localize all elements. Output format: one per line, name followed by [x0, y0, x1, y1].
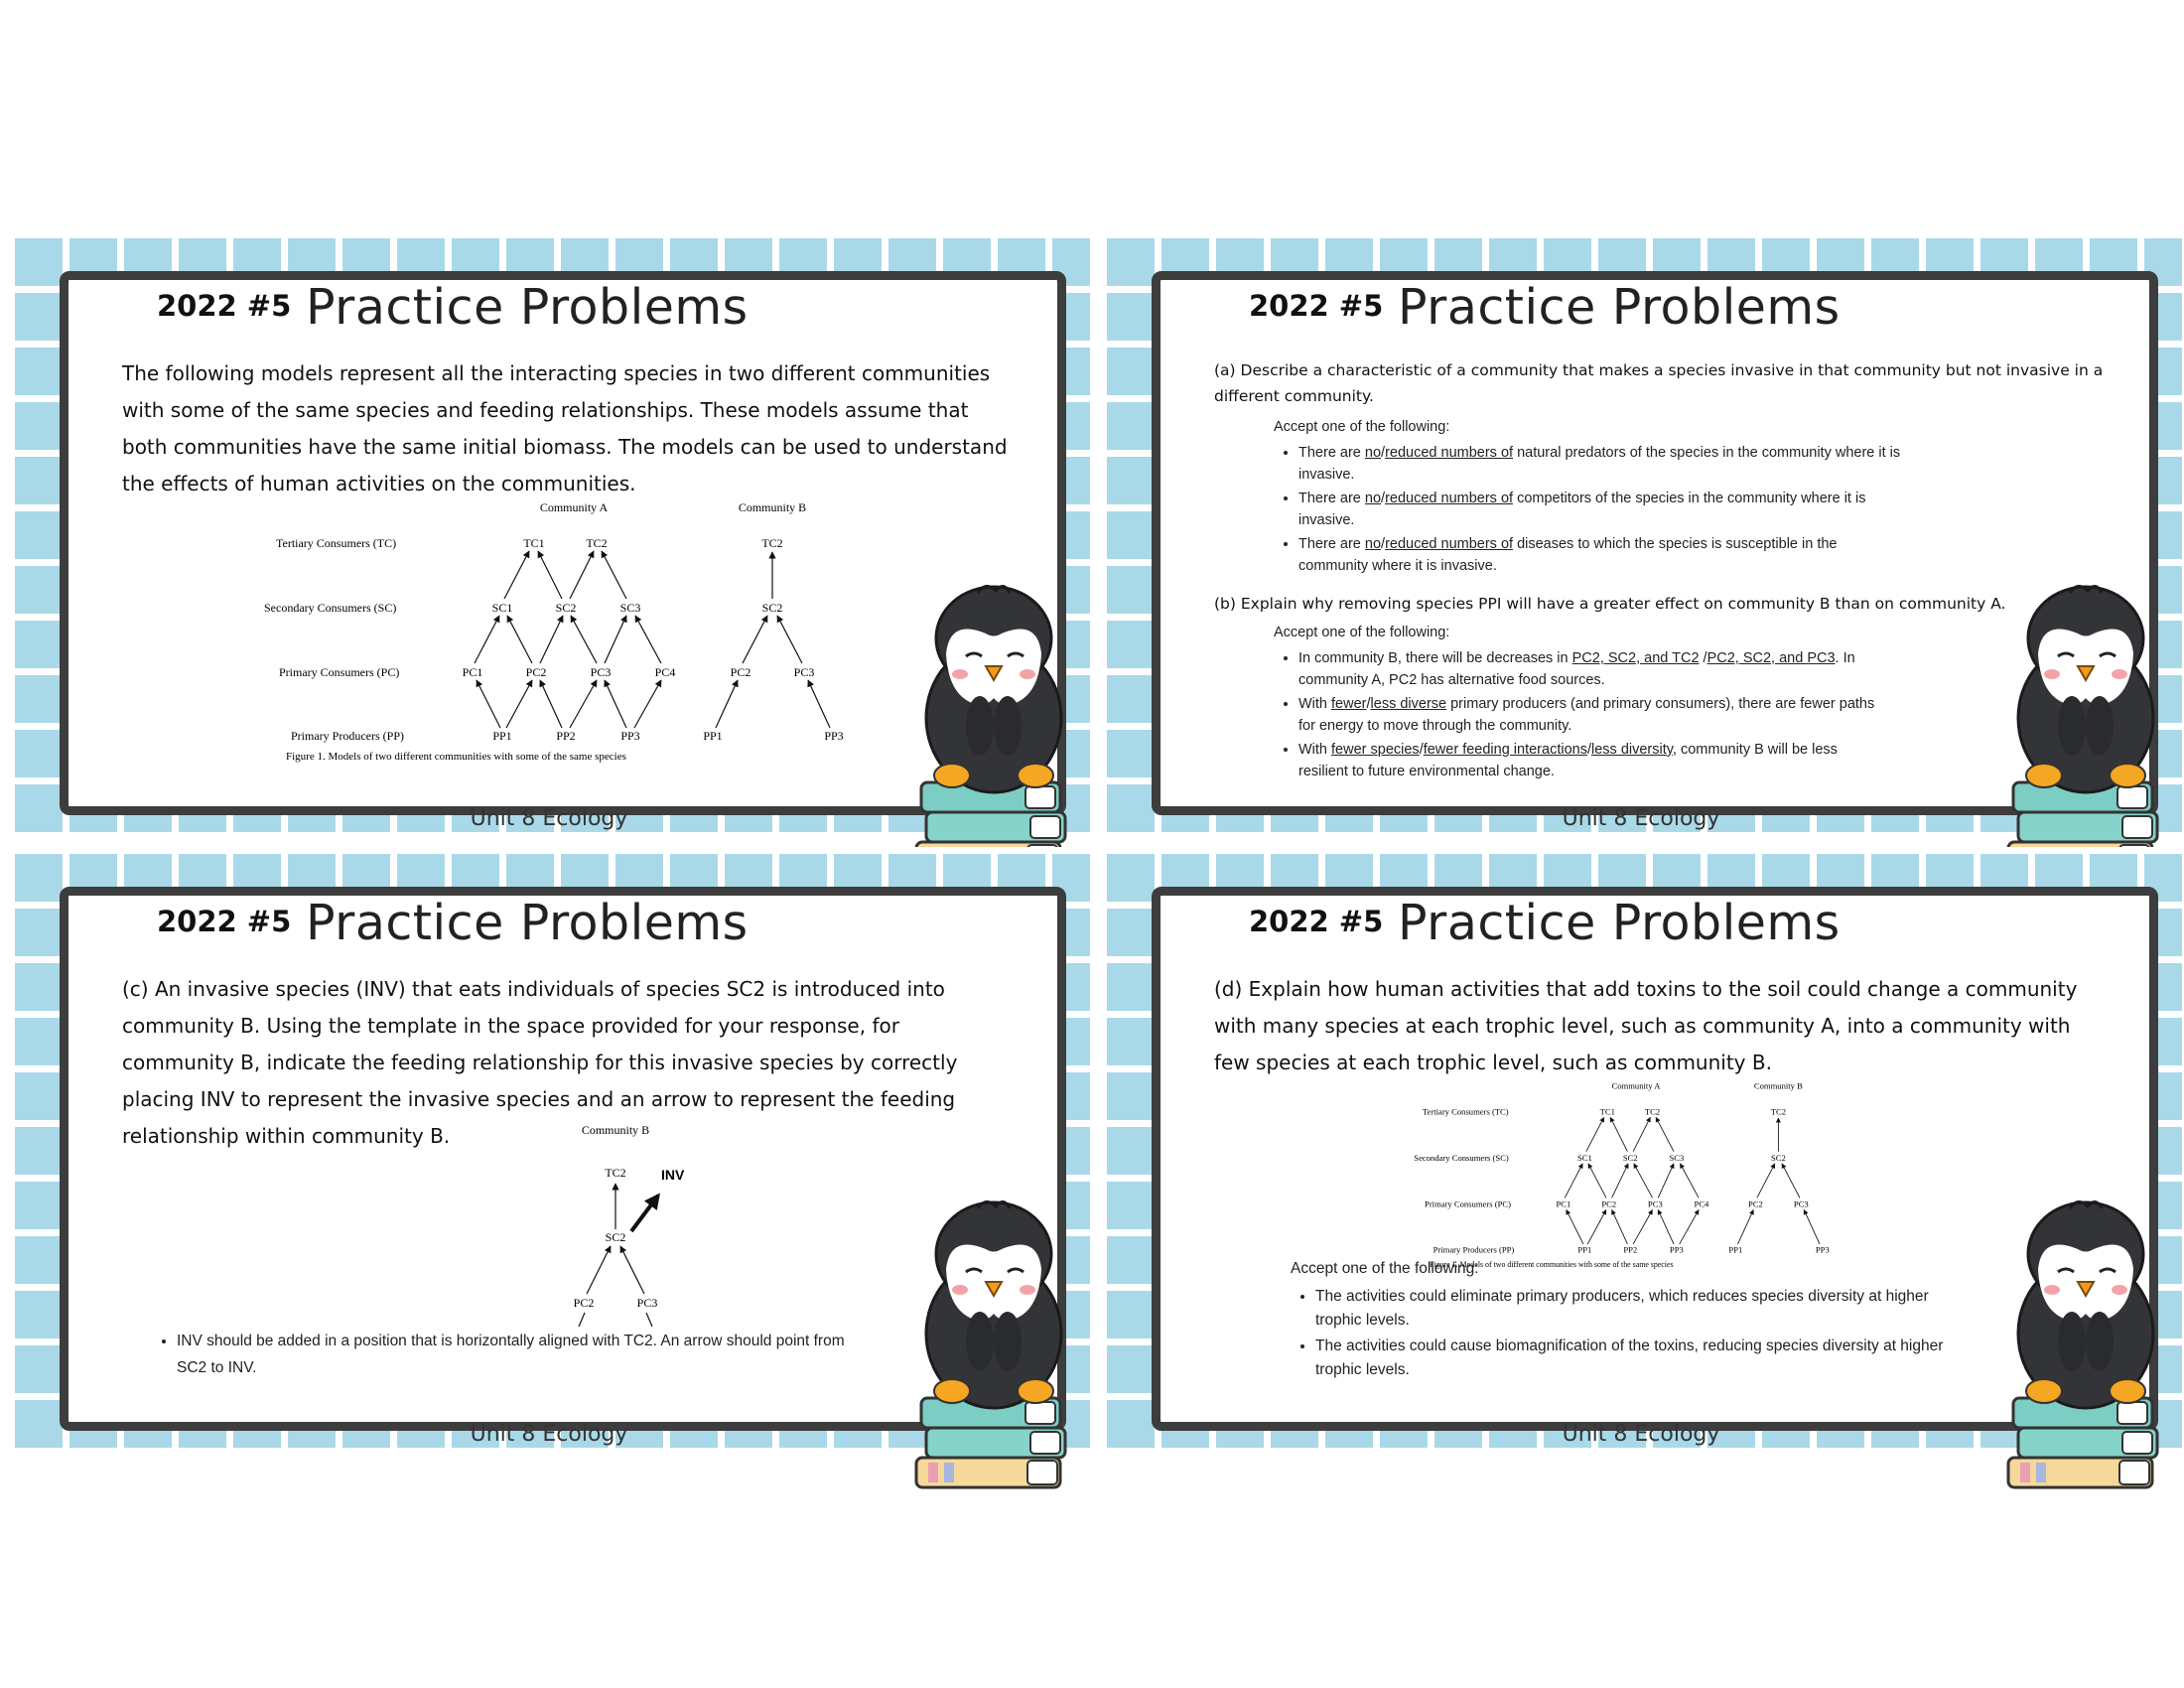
svg-text:SC3: SC3	[1669, 1153, 1685, 1164]
svg-text:Community B: Community B	[1753, 1080, 1803, 1091]
answer-a-item: • There are no/reduced numbers of competitors of the species in the community where it is invasive.	[1298, 488, 1909, 531]
node-sc2: SC2	[555, 601, 577, 615]
node-sc1: SC1	[491, 601, 513, 615]
svg-text:PP3: PP3	[1815, 1244, 1830, 1255]
slide-footer: Unit 8 Ecology	[470, 1422, 628, 1447]
accept-label: Accept one of the following:	[1274, 419, 1450, 435]
accept-label: Accept one of the following:	[1274, 625, 1450, 640]
inv-feeding-arrow	[631, 1196, 658, 1231]
svg-text:PP1: PP1	[1728, 1244, 1743, 1255]
svg-text:PC3: PC3	[1793, 1198, 1809, 1209]
node-pc2: PC2	[525, 665, 547, 679]
answer-a-item: • There are no/reduced numbers of natural predators of the species in the community where it is invasive.	[1298, 442, 1909, 486]
intro-text: The following models represent all the interacting species in two different communities with some of the same species and feeding relationships. These models assume that both communities have the same initial biomass. The models can be used to understand the effects of human activities on the communities.	[122, 361, 1008, 495]
svg-text:SC2: SC2	[1770, 1153, 1786, 1164]
question-a: (a) Describe a characteristic of a community that makes a species invasive in that community but not invasive in a different community.	[1214, 361, 2104, 405]
food-web-figure-small	[1414, 1080, 1854, 1269]
node-tc1: TC1	[523, 536, 545, 550]
svg-text:TC1: TC1	[1599, 1106, 1615, 1117]
node-pc3: PC3	[636, 1296, 658, 1310]
penguin-on-books-icon	[916, 1195, 1065, 1492]
node-pc1: PC1	[462, 665, 483, 679]
answer-b-item: • With fewer/less diverse primary producers (and primary consumers), there are fewer paths for energy to move through the community.	[1298, 693, 1889, 737]
row-label-pp: Primary Producers (PP)	[291, 729, 404, 743]
svg-text:TC2: TC2	[1770, 1106, 1787, 1117]
problem-number: 2022 #5	[1249, 905, 1384, 938]
node-tc2: TC2	[586, 536, 608, 550]
question-c: (c) An invasive species (INV) that eats individuals of species SC2 is introduced into community B. Using the template in the space provided for your response, for community B, indicate the feeding relationship for this invasive species by correctly placing INV to represent the invasive species and an arrow to represent the feeding relationship within community B.	[122, 977, 958, 1148]
row-label-tc: Tertiary Consumers (TC)	[276, 536, 397, 550]
svg-text:TC2: TC2	[1644, 1106, 1661, 1117]
slide-1	[8, 231, 1090, 839]
penguin-on-books-icon	[916, 579, 1065, 877]
slide-footer: Unit 8 Ecology	[1562, 806, 1720, 831]
node-b-pc3: PC3	[793, 665, 815, 679]
node-tc2: TC2	[605, 1166, 626, 1180]
slide-footer: Unit 8 Ecology	[470, 806, 628, 831]
svg-text:PP1: PP1	[1577, 1244, 1592, 1255]
answer-d	[1291, 1257, 1946, 1384]
node-pp3: PP3	[620, 729, 640, 743]
inv-label: INV	[661, 1167, 685, 1183]
answer-c	[152, 1328, 867, 1383]
problem-number: 2022 #5	[157, 289, 292, 323]
answer-d-item: • The activities could cause biomagnification of the toxins, reducing species diversity at higher trophic levels.	[1315, 1335, 1946, 1382]
svg-text:PC2: PC2	[1601, 1198, 1617, 1209]
answer-a	[1274, 416, 1909, 579]
svg-text:SC2: SC2	[1622, 1153, 1638, 1164]
community-b-title: Community B	[581, 1123, 650, 1137]
answer-c-item: • INV should be added in a position that is horizontally aligned with TC2. An arrow should point from SC2 to INV.	[177, 1328, 867, 1381]
row-label-sc: Secondary Consumers (SC)	[264, 601, 397, 615]
slide-4	[1100, 847, 2182, 1455]
slide-title: Practice Problems	[306, 279, 749, 336]
answer-b-item: • With fewer species/fewer feeding interactions/less diversity, community B will be less resilient to future environmental change.	[1298, 739, 1889, 782]
svg-text:Community A: Community A	[1611, 1080, 1661, 1091]
food-web-figure	[264, 499, 872, 763]
node-b-pc2: PC2	[730, 665, 751, 679]
svg-text:PC2: PC2	[1748, 1198, 1763, 1209]
node-b-tc2: TC2	[761, 536, 783, 550]
row-label-pc: Primary Consumers (PC)	[279, 665, 400, 679]
node-sc2: SC2	[605, 1230, 626, 1244]
question-d: (d) Explain how human activities that add toxins to the soil could change a community with many species at each trophic level, such as community A, into a community with few species at each trophic level, such as community B.	[1214, 977, 2078, 1074]
community-a-title: Community A	[539, 500, 609, 514]
node-pp1: PP1	[492, 729, 512, 743]
node-pc3: PC3	[590, 665, 612, 679]
accept-label: Accept one of the following:	[1291, 1260, 1479, 1277]
node-sc3: SC3	[619, 601, 641, 615]
answer-d-item: • The activities could eliminate primary producers, which reduces species diversity at higher trophic levels.	[1315, 1285, 1946, 1333]
node-b-sc2: SC2	[761, 601, 783, 615]
svg-text:PP2: PP2	[1623, 1244, 1638, 1255]
svg-text:Primary Consumers (PC): Primary Consumers (PC)	[1425, 1198, 1511, 1209]
slide-footer: Unit 8 Ecology	[1562, 1422, 1720, 1447]
node-pc2: PC2	[573, 1296, 595, 1310]
slide-title: Practice Problems	[306, 895, 749, 951]
svg-text:Primary Producers (PP): Primary Producers (PP)	[1433, 1244, 1515, 1255]
svg-text:PC1: PC1	[1556, 1198, 1571, 1209]
figure-caption: Figure 1. Models of two different communities with some of the same species	[286, 751, 626, 763]
svg-text:PC3: PC3	[1647, 1198, 1663, 1209]
node-pc4: PC4	[654, 665, 676, 679]
community-b-template-roots	[559, 1309, 678, 1329]
svg-text:PP3: PP3	[1669, 1244, 1684, 1255]
problem-number: 2022 #5	[157, 905, 292, 938]
answer-b	[1274, 622, 1889, 784]
penguin-on-books-icon	[2008, 579, 2157, 877]
slide-2	[1100, 231, 2182, 839]
slide-title: Practice Problems	[1398, 895, 1841, 951]
question-b: (b) Explain why removing species PPI will have a greater effect on community B than on community A.	[1214, 595, 2006, 613]
node-b-pp3: PP3	[824, 729, 844, 743]
answer-a-item: • There are no/reduced numbers of diseases to which the species is susceptible in the community where it is invasive.	[1298, 533, 1909, 577]
svg-text:SC1: SC1	[1576, 1153, 1592, 1164]
node-pp2: PP2	[556, 729, 576, 743]
node-b-pp1: PP1	[703, 729, 723, 743]
svg-text:PC4: PC4	[1694, 1198, 1709, 1209]
community-b-title: Community B	[738, 500, 807, 514]
slide-title: Practice Problems	[1398, 279, 1841, 336]
answer-b-item: • In community B, there will be decreases in PC2, SC2, and TC2 /PC2, SC2, and PC3. In community A, PC2 has alternative food sources.	[1298, 647, 1889, 691]
community-b-template-figure	[544, 1120, 743, 1310]
svg-text:Tertiary Consumers (TC): Tertiary Consumers (TC)	[1422, 1106, 1509, 1117]
problem-number: 2022 #5	[1249, 289, 1384, 323]
penguin-on-books-icon	[2008, 1195, 2157, 1492]
svg-text:Secondary Consumers (SC): Secondary Consumers (SC)	[1414, 1153, 1509, 1164]
slide-3	[8, 847, 1090, 1455]
svg-text:Figure 1. Models of two differ: Figure 1. Models of two different communities with some of the same species	[1430, 1259, 1674, 1269]
